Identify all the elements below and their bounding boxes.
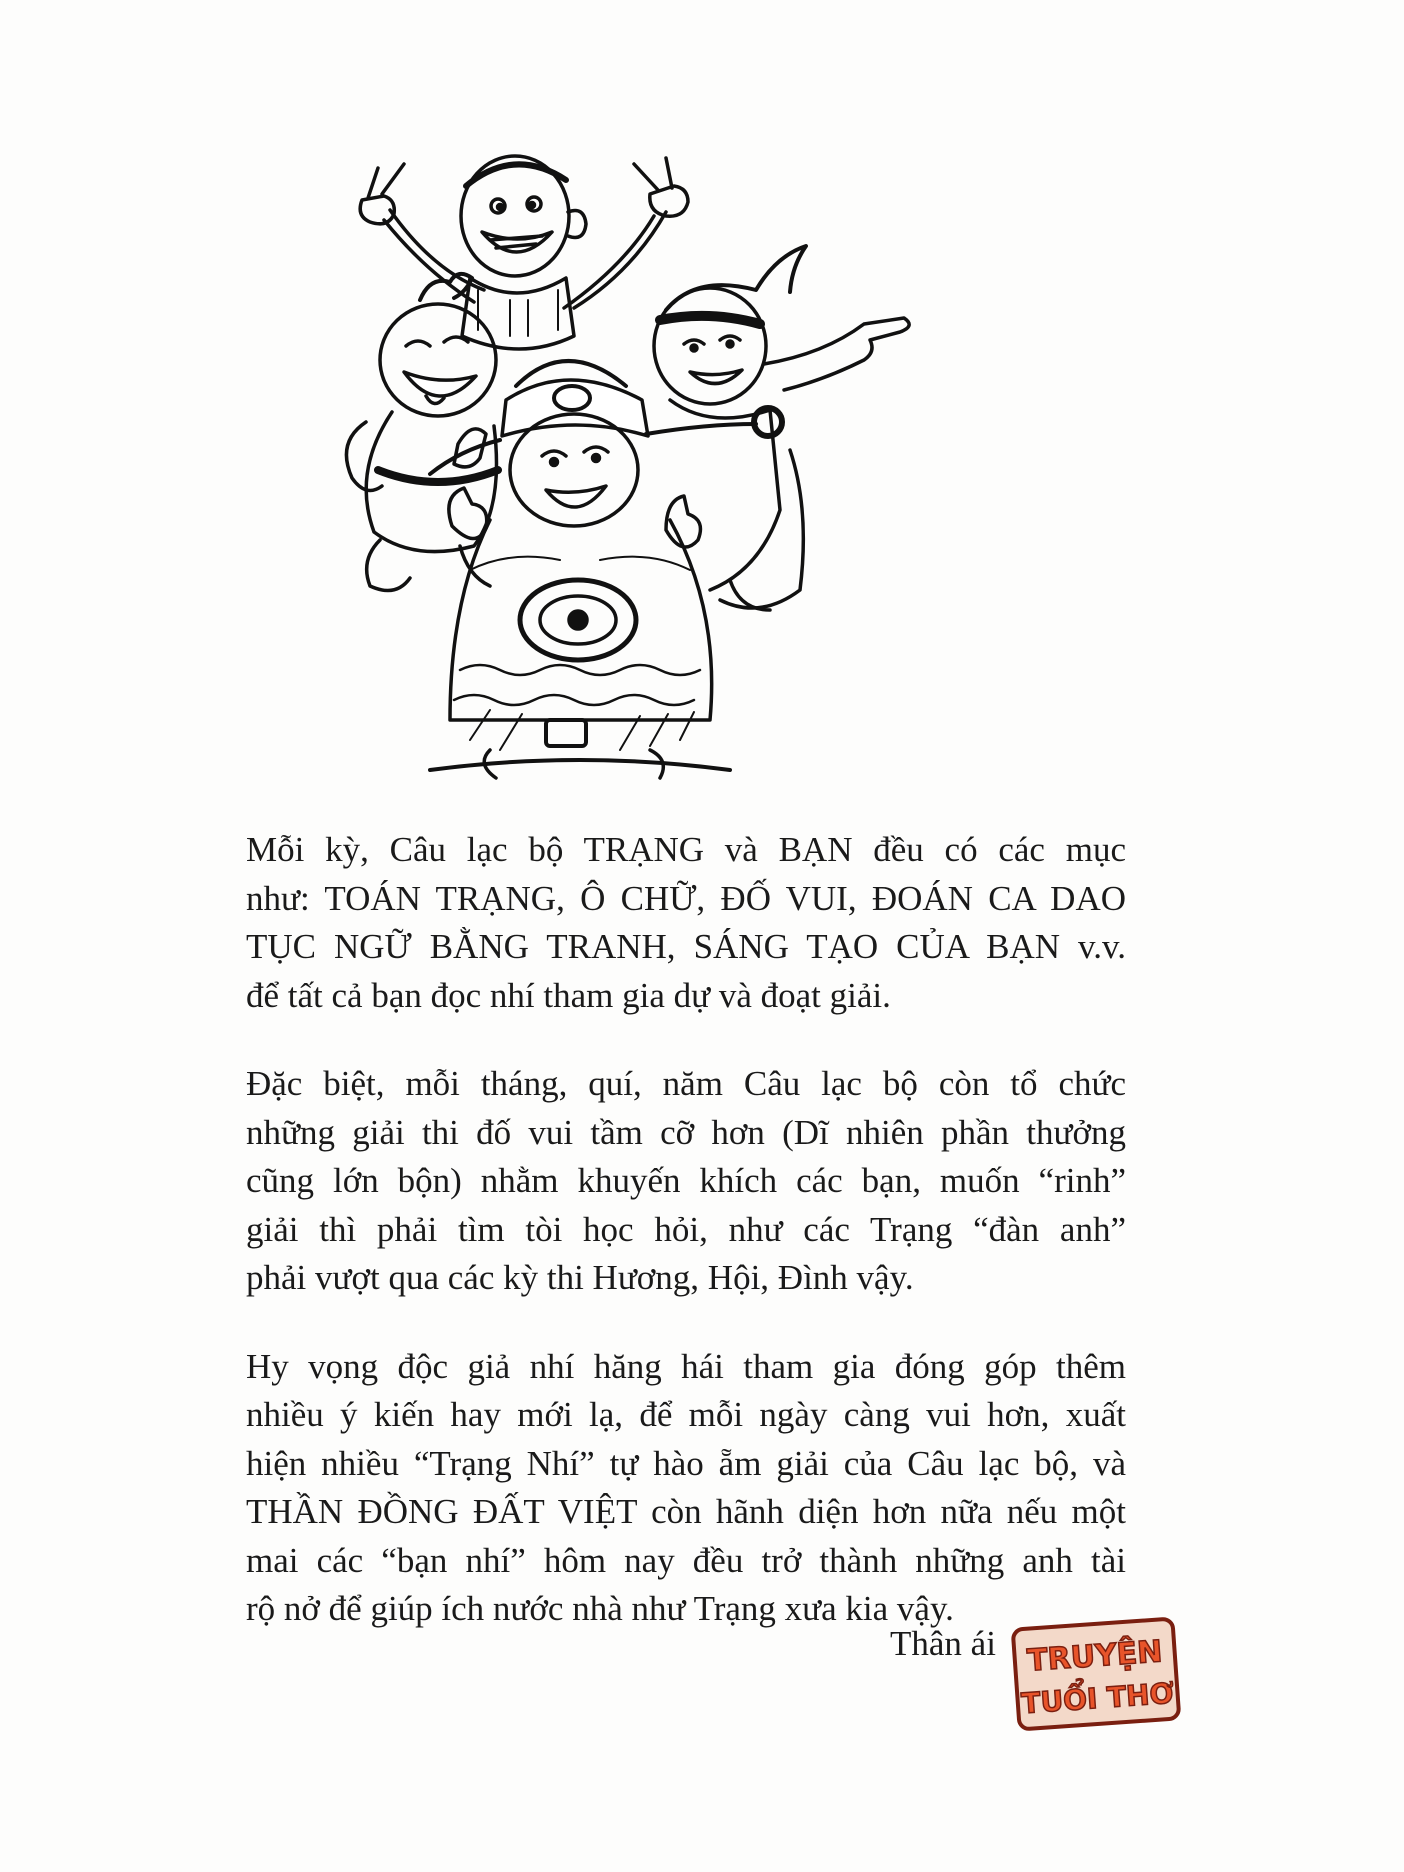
paragraph-line: THẦN ĐỒNG ĐẤT VIỆT còn hãnh diện hơn nữa nếu một xyxy=(246,1492,1126,1531)
paragraph-line: cũng lớn bộn) nhằm khuyến khích các bạn, muốn “rinh” xyxy=(246,1161,1126,1200)
paragraph-2 xyxy=(246,1060,1126,1303)
left-character xyxy=(346,274,498,591)
paragraph-3 xyxy=(246,1343,1126,1634)
paragraph-line: như: TOÁN TRẠNG, Ô CHỮ, ĐỐ VUI, ĐOÁN CA DAO xyxy=(246,878,1126,918)
paragraph-line: TỤC NGỮ BẰNG TRANH, SÁNG TẠO CỦA BẠN v.v. xyxy=(246,927,1126,966)
paragraph-line: Mỗi kỳ, Câu lạc bộ TRẠNG và BẠN đều có các mục xyxy=(246,830,1126,869)
center-character xyxy=(430,361,756,778)
paragraph-line: hiện nhiều “Trạng Nhí” tự hào ẵm giải của Câu lạc bộ, và xyxy=(246,1443,1126,1483)
paragraph-line: phải vượt qua các kỳ thi Hương, Hội, Đình vậy. xyxy=(246,1258,914,1297)
top-character xyxy=(360,156,688,349)
cartoon-characters-group-icon xyxy=(320,150,960,790)
paragraph-line: rộ nở để giúp ích nước nhà như Trạng xưa kia vậy. xyxy=(246,1589,954,1628)
watermark-line-1: TRUYỆN xyxy=(1026,1634,1164,1679)
watermark-line-2: TUỔI THƠ xyxy=(1020,1676,1176,1721)
letter-body xyxy=(246,826,1126,1674)
paragraph-line: để tất cả bạn đọc nhí tham gia dự và đoạt giải. xyxy=(246,975,891,1015)
signoff: Thân ái xyxy=(890,1624,996,1663)
paragraph-line: giải thì phải tìm tòi học hỏi, như các Trạng “đàn anh” xyxy=(246,1209,1126,1249)
paragraph-line: Đặc biệt, mỗi tháng, quí, năm Câu lạc bộ còn tổ chức xyxy=(246,1064,1126,1103)
paragraph-line: những giải thi đố vui tầm cỡ hơn (Dĩ nhiên phần thưởng xyxy=(246,1112,1126,1152)
paragraph-1 xyxy=(246,826,1126,1020)
paragraph-line: nhiều ý kiến hay mới lạ, để mỗi ngày càng vui hơn, xuất xyxy=(246,1395,1126,1434)
truyen-tuoi-tho-logo-icon xyxy=(1006,1612,1185,1736)
paragraph-line: mai các “bạn nhí” hôm nay đều trở thành những anh tài xyxy=(246,1540,1126,1580)
paragraph-line: Hy vọng độc giả nhí hăng hái tham gia đóng góp thêm xyxy=(246,1346,1126,1386)
cartoon-characters-illustration xyxy=(320,150,960,790)
watermark-logo xyxy=(1006,1612,1185,1736)
